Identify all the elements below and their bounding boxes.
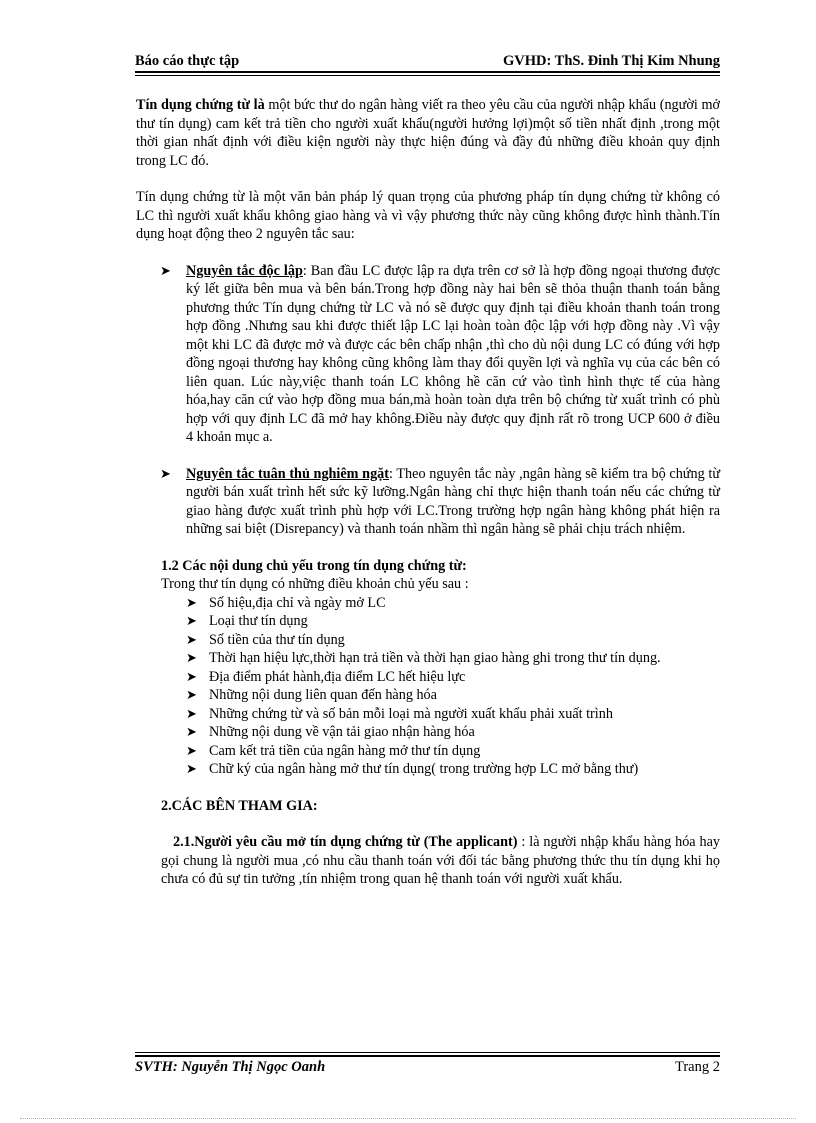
section-2-1-heading: 2.1.Người yêu cầu mở tín dụng chứng từ (The applicant) <box>173 834 518 850</box>
arrowhead-bullet-icon: ➤ <box>186 761 197 776</box>
principle-text: : Theo nguyên tắc này ,ngân hàng sẽ kiểm tra bộ chứng từ người bán xuất trình hết sức kỹ lưỡng.Ngân hàng chỉ thực hiện thanh toán nếu các chứng từ giao hàng được xuất trình phù hợp với LC.Trong trường hợp ngân hàng không phát hiện ra những sai biệt (Disrepancy) và thanh toán nhầm thì ngân hàng sẽ phải chịu trách nhiệm. <box>186 465 721 537</box>
legal-paragraph: Tín dụng chứng từ là một văn bản pháp lý quan trọng của phương pháp tín dụng chứng từ không có LC thì người xuất khẩu không giao hàng và vì vậy phương thức này cũng không được hình thành.Tín dụng hoạt động theo 2 nguyên tắc sau: <box>136 189 720 242</box>
list-item <box>136 686 720 705</box>
definition-paragraph <box>136 96 720 170</box>
page-header <box>135 50 720 70</box>
arrowhead-bullet-icon: ➤ <box>186 594 197 610</box>
principle-title: Nguyên tắc tuân thủ nghiêm ngặt <box>186 465 389 482</box>
list-item <box>136 612 720 631</box>
principle-title: Nguyên tắc độc lập <box>186 262 303 279</box>
principles-list <box>136 262 720 539</box>
list-item-text: Loại thư tín dụng <box>209 613 308 629</box>
arrowhead-bullet-icon: ➤ <box>160 465 171 481</box>
list-item-text: Chữ ký của ngân hàng mở thư tín dụng( trong trường hợp LC mở bằng thư) <box>209 761 639 777</box>
arrowhead-bullet-icon: ➤ <box>186 687 197 702</box>
definition-term: Tín dụng chứng từ là <box>136 97 265 113</box>
section-1-2-intro: Trong thư tín dụng có những điều khoản chủ yếu sau : <box>161 576 469 592</box>
list-item <box>136 668 720 687</box>
list-item <box>136 649 720 668</box>
list-item-text: Những chứng từ và số bản mỗi loại mà người xuất khẩu phải xuất trình <box>209 705 613 722</box>
header-report-title: Báo cáo thực tập <box>135 53 240 69</box>
list-item <box>136 723 720 742</box>
header-supervisor: GVHD: ThS. Đinh Thị Kim Nhung <box>502 53 720 69</box>
section-2-1-paragraph <box>161 833 720 889</box>
section-2-heading: 2.CÁC BÊN THAM GIA: <box>161 797 318 814</box>
list-item-text: Địa điểm phát hành,địa điểm LC hết hiệu lực <box>209 668 466 685</box>
arrowhead-bullet-icon: ➤ <box>186 631 197 647</box>
list-item-text: Những nội dung về vận tải giao nhận hàng hóa <box>209 724 475 740</box>
footer-author: SVTH: Nguyễn Thị Ngọc Oanh <box>135 1059 326 1075</box>
page-body <box>136 96 720 889</box>
list-item <box>136 760 720 779</box>
list-item-text: Số tiền của thư tín dụng <box>209 631 345 648</box>
page-edge-divider <box>20 1118 796 1119</box>
list-item <box>136 705 720 724</box>
list-item <box>136 742 720 761</box>
list-item <box>136 631 720 650</box>
section-1-2-heading: 1.2 Các nội dung chủ yếu trong tín dụng chứng từ: <box>161 557 467 574</box>
principle-item <box>136 465 720 539</box>
definition-text: một bức thư do ngân hàng viết ra theo yêu cầu của người nhập khẩu (người mở thư tín dụng) cam kết trả tiền cho người xuất khẩu(người hưởng lợi)một số tiền nhất định ,trong một thời gian nhất định với điều kiện người này thực hiện đúng và đầy đủ những điều khoản quy định trong LC đó. <box>136 97 720 169</box>
footer-rule-thin <box>135 1052 720 1053</box>
arrowhead-bullet-icon: ➤ <box>186 613 197 628</box>
section-2-1-text: : là người nhập khẩu hàng hóa hay gọi chung là người mua ,có nhu cầu thanh toán với đối tác bằng phương thức thu tín dụng khi họ chưa có đủ sự tin tưởng ,tín nhiệm trong quan hệ thanh toán với người xuất khẩu. <box>161 834 720 887</box>
lc-contents-list <box>136 594 720 779</box>
arrowhead-bullet-icon: ➤ <box>160 262 171 278</box>
principle-text: : Ban đầu LC được lập ra dựa trên cơ sở là hợp đồng ngoại thương được ký lết giữa bên mua và bên bán.Trong hợp đồng này hai bên sẽ thỏa thuận thanh toán bằng phương thức Tín dụng chứng từ LC và nó sẽ được quy định tại điều khoản thanh toán trong hợp đồng .Nhưng sau khi được thiết lập LC lại hoàn toàn độc lập với hợp đồng này .Vì vậy một khi LC đã được mở và được các bên chấp nhận ,thì cho dù nội dung LC có đúng với hợp đồng ngoại thương hay không cũng không làm thay đổi quyền lợi và nghĩa vụ của các bên có liên quan. Lúc này,việc thanh toán LC không hề căn cứ vào tình hình thực tế của hàng hóa,hay căn cứ vào hợp đồng mua bán,mà hoàn toàn dựa trên bộ chứng từ xuất trình có phù hợp với quy định LC đã mở hay không.Điều này được quy định rất rõ trong UCP 600 ở điều 4 khoản mục a. <box>186 262 720 445</box>
arrowhead-bullet-icon: ➤ <box>186 650 197 665</box>
list-item-text: Những nội dung liên quan đến hàng hóa <box>209 687 437 703</box>
principle-item <box>136 262 720 447</box>
arrowhead-bullet-icon: ➤ <box>186 705 197 721</box>
list-item-text: Thời hạn hiệu lực,thời hạn trả tiền và thời hạn giao hàng ghi trong thư tín dụng. <box>209 650 661 666</box>
list-item-text: Số hiệu,địa chỉ và ngày mở LC <box>209 594 386 611</box>
list-item-text: Cam kết trả tiền của ngân hàng mở thư tín dụng <box>209 742 481 759</box>
arrowhead-bullet-icon: ➤ <box>186 742 197 758</box>
arrowhead-bullet-icon: ➤ <box>186 668 197 684</box>
list-item <box>136 594 720 613</box>
header-rule-thick <box>135 71 720 73</box>
arrowhead-bullet-icon: ➤ <box>186 724 197 739</box>
page-footer <box>135 1059 720 1076</box>
footer-rule-thick <box>135 1055 720 1057</box>
header-rule-thin <box>135 75 720 76</box>
footer-page-number: Trang 2 <box>675 1059 720 1075</box>
